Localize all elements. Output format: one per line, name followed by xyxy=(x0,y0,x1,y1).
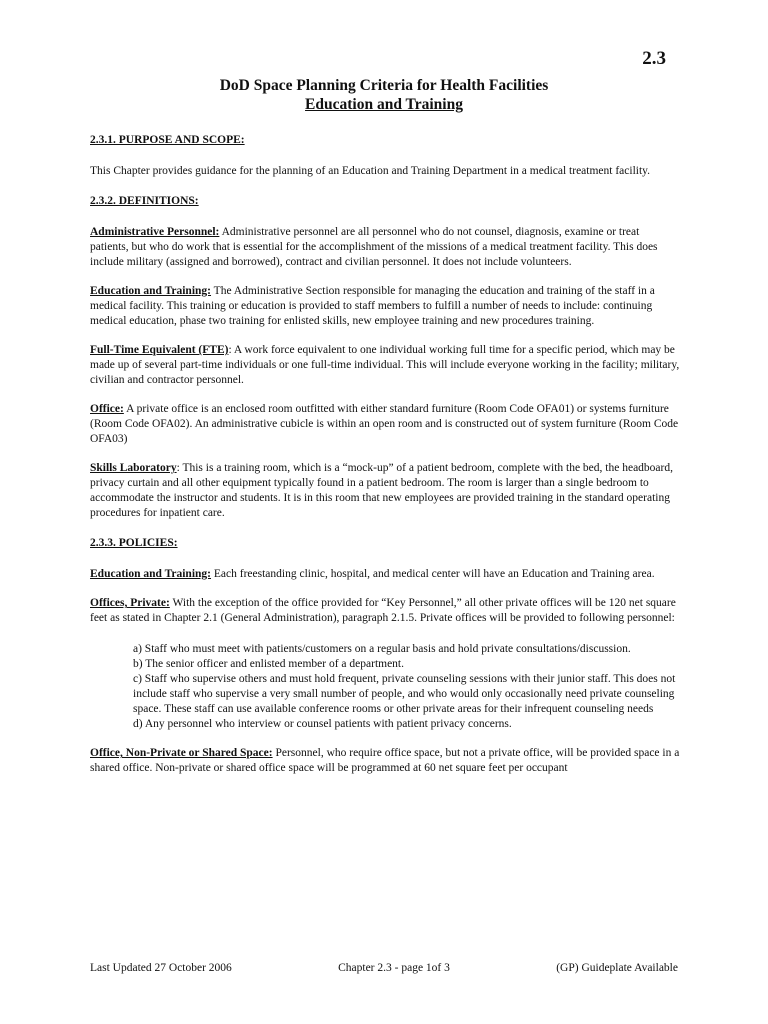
policy-offices-private xyxy=(90,596,680,626)
definition-term: Administrative Personnel: xyxy=(90,226,220,238)
definition-office xyxy=(90,402,680,447)
definition-text: A private office is an enclosed room outfitted with either standard furniture (Room Code OFA01) or systems furniture (Room Code OFA02). An administrative cubicle is within an open room and is constructed out of system furniture (Room Code OFA03) xyxy=(90,403,679,445)
definition-administrative-personnel xyxy=(90,225,680,270)
list-item: c) Staff who supervise others and must hold frequent, private counseling sessions with their junior staff. This does not include staff who supervise a very small number of people, and who would only occasionally need private counseling space. These staff can use available conference rooms or other private areas for their infrequent counseling needs xyxy=(133,673,676,715)
document-title: DoD Space Planning Criteria for Health Facilities xyxy=(219,77,549,94)
policy-text: With the exception of the office provided for “Key Personnel,” all other private offices will be 120 net square feet as stated in Chapter 2.1 (General Administration), paragraph 2.1.5. Private offices will be provided to following personnel: xyxy=(90,597,676,624)
definition-fte xyxy=(90,343,680,388)
title-block xyxy=(0,76,768,114)
definition-text: The Administrative Section responsible for managing the education and training of the staff in a medical facility. This training or education is provided to staff members to fulfill a number of needs to include: continuing medical education, phase two training for enlisted skills, new employee training and new procedures training. xyxy=(90,285,655,327)
section-heading-purpose: 2.3.1. PURPOSE AND SCOPE: xyxy=(90,134,245,146)
policy-term: Office, Non-Private or Shared Space: xyxy=(90,747,273,759)
policy-term: Offices, Private: xyxy=(90,597,170,609)
definition-term: Full-Time Equivalent (FTE) xyxy=(90,344,229,356)
definition-term: Skills Laboratory xyxy=(90,462,177,474)
section-heading-policies: 2.3.3. POLICIES: xyxy=(90,537,178,549)
definition-education-training xyxy=(90,284,680,329)
document-body xyxy=(90,133,680,776)
private-office-criteria-list xyxy=(90,642,680,732)
policy-text: Personnel, who require office space, but not a private office, will be provided space in a shared office. Non-private or shared office space will be programmed at 60 net square feet per occupant xyxy=(90,747,680,774)
definition-skills-laboratory xyxy=(90,461,680,521)
definition-text: : A work force equivalent to one individual working full time for a specific period, which may be made up of several part-time individuals or one full-time individual. This will include everyone working in the facility; military, civilian and contractor personnel. xyxy=(90,344,680,386)
definition-term: Education and Training: xyxy=(90,285,212,297)
list-item: a) Staff who must meet with patients/customers on a regular basis and hold private consultations/discussion. xyxy=(133,643,631,655)
purpose-paragraph: This Chapter provides guidance for the planning of an Education and Training Department in a medical treatment facility. xyxy=(90,165,651,177)
policy-office-shared xyxy=(90,746,680,776)
document-subtitle: Education and Training xyxy=(305,96,463,113)
footer-last-updated: Last Updated 27 October 2006 xyxy=(90,962,232,974)
policy-text: Each freestanding clinic, hospital, and medical center will have an Education and Training area. xyxy=(211,568,655,580)
definition-term: Office: xyxy=(90,403,124,415)
definition-text: Administrative personnel are all personnel who do not counsel, diagnosis, examine or treat patients, but who do work that is essential for the accomplishment of the missions of a medical treatment facility. This does include military (assigned and borrowed), contract and civilian personnel. It does not include volunteers. xyxy=(90,226,658,268)
footer-page-number: Chapter 2.3 - page 1of 3 xyxy=(338,962,450,974)
chapter-number: 2.3 xyxy=(642,48,666,69)
section-heading-definitions: 2.3.2. DEFINITIONS: xyxy=(90,195,199,207)
definition-text: : This is a training room, which is a “mock-up” of a patient bedroom, complete with the bed, the headboard, privacy curtain and all other equipment typically found in a patient bedroom. The room is larger than a single bedroom to accommodate the instructor and students. It is in this room that new employees are provided training in the standard operating procedures for inpatient care. xyxy=(90,462,673,519)
footer-guideplate-note: (GP) Guideplate Available xyxy=(556,962,678,974)
list-item: d) Any personnel who interview or counsel patients with patient privacy concerns. xyxy=(133,718,512,730)
policy-education-training xyxy=(90,567,680,582)
policy-term: Education and Training: xyxy=(90,568,212,580)
page-footer xyxy=(90,962,678,974)
list-item: b) The senior officer and enlisted member of a department. xyxy=(133,658,405,670)
